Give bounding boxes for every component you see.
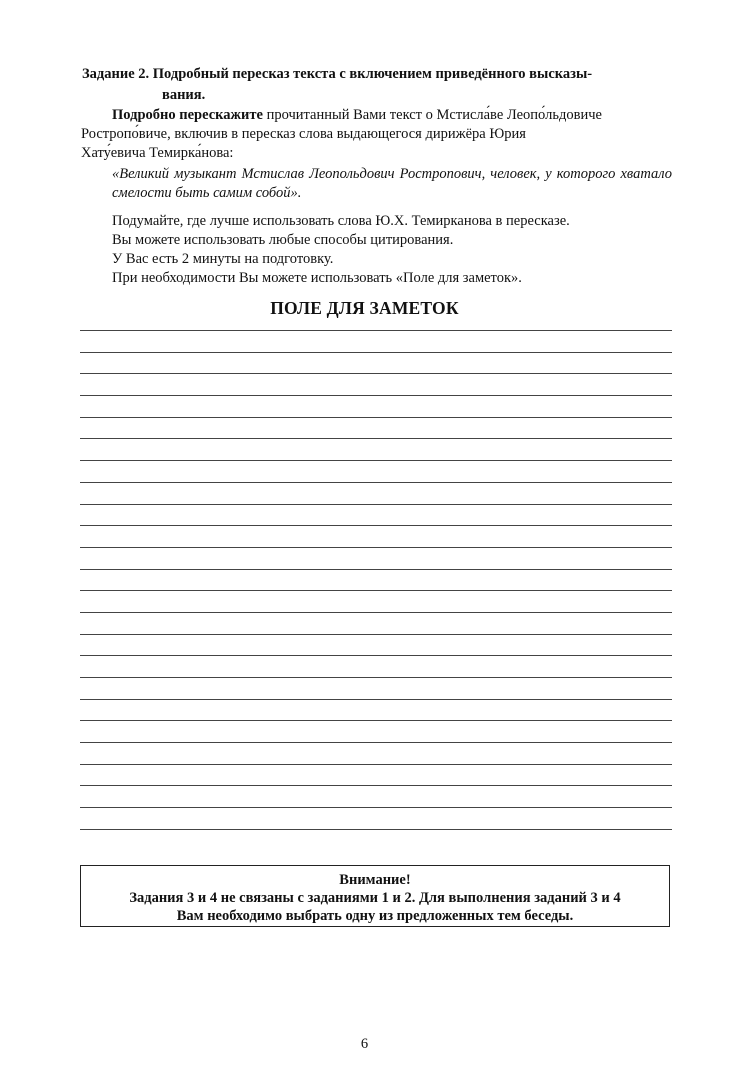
note-line[interactable] (80, 352, 672, 374)
note-line[interactable] (80, 807, 672, 829)
note-line[interactable] (80, 590, 672, 612)
note-line[interactable] (80, 373, 672, 395)
guidance-line2: Вы можете использовать любые способы цитирования. (112, 232, 454, 248)
note-line[interactable] (80, 569, 672, 591)
note-line[interactable] (80, 504, 672, 526)
note-line[interactable] (80, 655, 672, 677)
note-line[interactable] (80, 330, 672, 352)
note-line[interactable] (80, 785, 672, 807)
quote-paragraph (112, 165, 672, 203)
note-line[interactable] (80, 395, 672, 417)
note-line[interactable] (80, 438, 672, 460)
instruction-lead: Подробно перескажите (112, 107, 263, 123)
attention-box (80, 865, 670, 927)
instruction-line3: Хату́евича Темирка́нова: (81, 145, 234, 161)
note-line[interactable] (80, 720, 672, 742)
attention-line2: Вам необходимо выбрать одну из предложенных тем беседы. (176, 908, 574, 924)
task-title (82, 64, 674, 106)
attention-heading: Внимание! (339, 872, 411, 888)
note-line[interactable] (80, 525, 672, 547)
task-title-line2: вания. (162, 87, 206, 103)
note-line[interactable] (80, 417, 672, 439)
note-line[interactable] (80, 547, 672, 569)
note-line[interactable] (80, 742, 672, 764)
note-line[interactable] (80, 764, 672, 786)
note-line[interactable] (80, 460, 672, 482)
note-line[interactable] (80, 634, 672, 656)
note-line[interactable] (80, 699, 672, 721)
instruction-line2: Ростропо́виче, включив в пересказ слова выдающегося дирижёра Юрия (81, 126, 526, 142)
note-line[interactable] (80, 482, 672, 504)
guidance-paragraph (112, 212, 672, 288)
notes-title: ПОЛЕ ДЛЯ ЗАМЕТОК (270, 298, 459, 318)
note-line[interactable] (80, 677, 672, 699)
instruction-paragraph (81, 106, 672, 163)
note-line[interactable] (80, 612, 672, 634)
guidance-line1: Подумайте, где лучше использовать слова Ю.Х. Темирканова в пересказе. (112, 213, 570, 229)
notes-lines-area[interactable] (80, 330, 672, 851)
guidance-line3: У Вас есть 2 минуты на подготовку. (112, 251, 334, 267)
quote-text: «Великий музыкант Мстислав Леопольдович Ростропович, человек, у которого хватало смелости быть самим собой». (112, 166, 672, 201)
attention-line1: Задания 3 и 4 не связаны с заданиями 1 и 2. Для выполнения заданий 3 и 4 (129, 890, 621, 906)
note-line[interactable] (80, 829, 672, 851)
instruction-line1-rest: прочитанный Вами текст о Мстисла́ве Леопо́льдовиче (262, 107, 602, 123)
task-title-line1: Задание 2. Подробный пересказ текста с включением приведённого высказы- (82, 66, 593, 82)
page-number: 6 (360, 1036, 369, 1052)
guidance-line4: При необходимости Вы можете использовать «Поле для заметок». (112, 270, 522, 286)
